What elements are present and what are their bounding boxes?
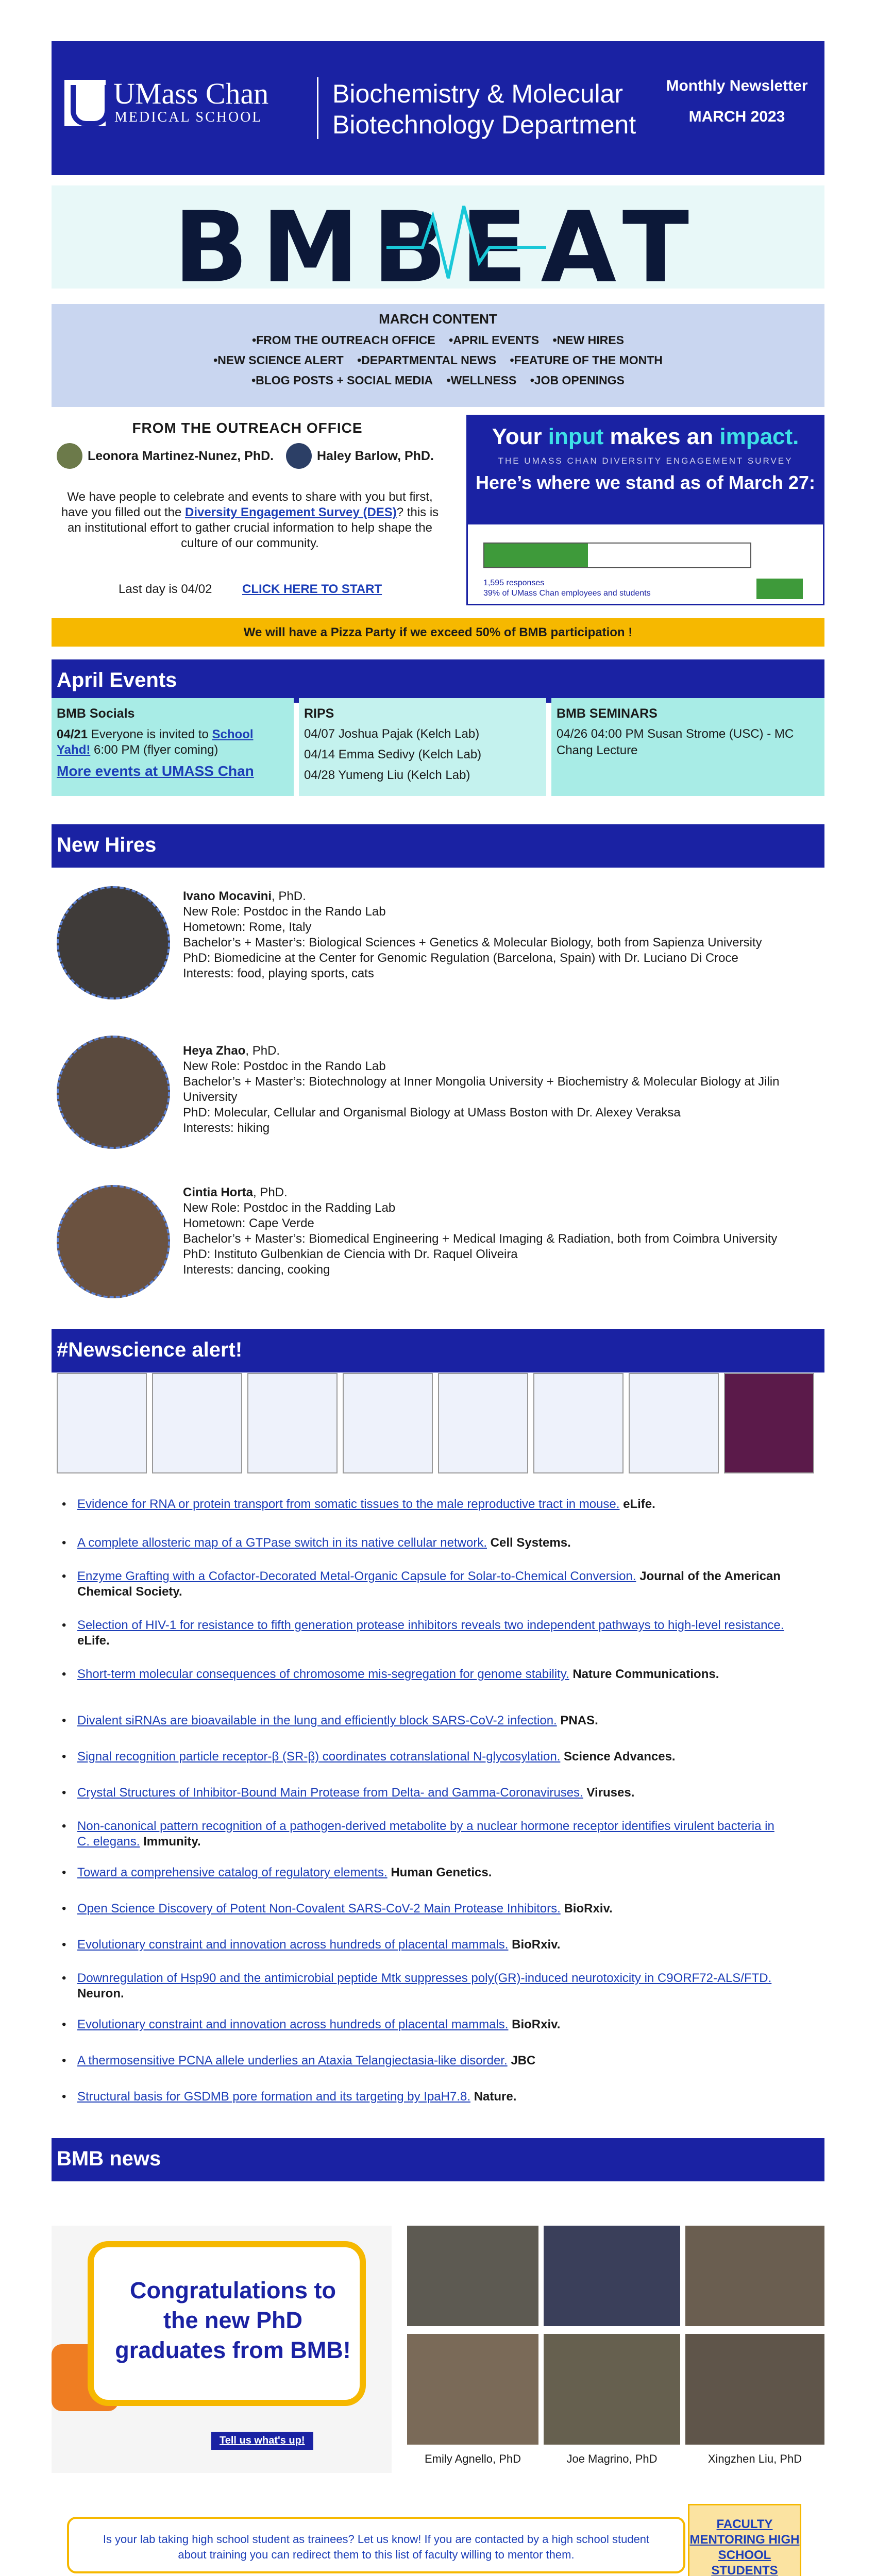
- contents-item[interactable]: •NEW HIRES: [552, 333, 624, 347]
- graduate-photo: [685, 2334, 824, 2445]
- news-item[interactable]: • A thermosensitive PCNA allele underlies an Ataxia Telangiectasia-like disorder. JBC: [77, 2053, 788, 2069]
- dei-stand: Here’s where we stand as of March 27:: [476, 472, 815, 493]
- graduate-caption: Joe Magrino, PhD: [566, 2452, 658, 2465]
- news-item[interactable]: • A complete allosteric map of a GTPase switch in its native cellular network. Cell Systems.: [77, 1535, 788, 1551]
- news-item[interactable]: • Enzyme Grafting with a Cofactor-Decorated Metal-Organic Capsule for Solar-to-Chemical Conversion. Journal of the American Chemical Society.: [77, 1569, 788, 1600]
- last-day-text: Last day is 04/02: [119, 582, 212, 596]
- dei-progress-fill: [484, 544, 588, 567]
- rips-title: RIPS: [304, 706, 334, 721]
- rips-item: 04/07 Joshua Pajak (Kelch Lab): [304, 727, 480, 741]
- news-item[interactable]: • Crystal Structures of Inhibitor-Bound Main Protease from Delta- and Gamma-Coronaviruses. Viruses.: [77, 1785, 788, 1801]
- news-item[interactable]: • Toward a comprehensive catalog of regulatory elements. Human Genetics.: [77, 1865, 788, 1880]
- dei-title: Your input makes an impact.: [492, 424, 799, 449]
- news-item[interactable]: • Non-canonical pattern recognition of a pathogen-derived metabolite by a nuclear hormone receptor identifies virulent bacteria in C. elegans. Immunity.: [77, 1819, 788, 1850]
- event-photo: [685, 2226, 824, 2326]
- dei-progress-bar: [483, 543, 751, 568]
- outreach-text: We have people to celebrate and events to share with you but first, have you filled out the: [61, 490, 433, 519]
- outreach-title: FROM THE OUTREACH OFFICE: [132, 420, 363, 436]
- section-april-events: April Events: [52, 659, 824, 703]
- bmb-socials-column: [52, 698, 294, 796]
- socials-event: 04/21 Everyone is invited to School Yahd! 6:00 PM (flyer coming): [57, 727, 254, 757]
- news-item[interactable]: • Signal recognition particle receptor-β (SR-β) coordinates cotranslational N-glycosylation. Science Advances.: [77, 1749, 788, 1765]
- newsletter-date: MARCH 2023: [688, 108, 785, 125]
- section-new-hires: New Hires: [52, 824, 824, 868]
- hire-photo: [57, 886, 170, 999]
- more-events-link[interactable]: More events at UMASS Chan: [57, 763, 254, 779]
- graduate-caption: Emily Agnello, PhD: [424, 2452, 521, 2465]
- graduate-caption: Xingzhen Liu, PhD: [707, 2452, 802, 2465]
- event-photo: [407, 2226, 538, 2326]
- school-yahd-link[interactable]: School Yahd!: [57, 727, 254, 757]
- dei-percent: 39% of UMass Chan employees and students: [483, 589, 651, 598]
- phd-congrats-panel: [52, 2226, 392, 2473]
- dei-subtitle: THE UMASS CHAN DIVERSITY ENGAGEMENT SURVEY: [498, 456, 793, 466]
- outreach-person: [286, 443, 434, 469]
- faculty-mentoring-button[interactable]: FACULTY MENTORING HIGH SCHOOL STUDENTS: [688, 2504, 801, 2576]
- paper-thumbnail[interactable]: [343, 1373, 433, 1473]
- newsletter-label: Monthly Newsletter: [666, 77, 808, 94]
- news-item[interactable]: • Open Science Discovery of Potent Non-Covalent SARS-CoV-2 Main Protease Inhibitors. BioRxiv.: [77, 1901, 788, 1917]
- pizza-party-banner: We will have a Pizza Party if we exceed 50% of BMB participation !: [52, 618, 824, 647]
- outreach-text: ? this is an institutional effort to gather crucial information to help shape the culture of our community.: [68, 505, 439, 550]
- contents-item[interactable]: •WELLNESS: [446, 374, 517, 387]
- paper-thumbnail[interactable]: [247, 1373, 338, 1473]
- hire-entry: Cintia Horta, PhD. New Role: Postdoc in the Radding Lab Hometown: Cape Verde Bachelor’s + Master’s: Biomedical Engineering + Medical Imaging & Radiation, both from Coimbra University PhD: Instituto Gulbenkian de Ciencia with Dr. Raquel Oliveira Interests: dancing, cooking: [183, 1185, 778, 1277]
- rips-column: [299, 698, 546, 796]
- section-bmb-news: BMB news: [52, 2138, 824, 2181]
- dei-responses: 1,595 responses: [483, 579, 545, 587]
- newsletter-header: [52, 41, 824, 175]
- outreach-body: [57, 489, 443, 551]
- umass-logo-icon: [64, 80, 106, 126]
- contents-item[interactable]: •DEPARTMENTAL NEWS: [357, 353, 497, 367]
- congrats-text: Congratulations to the new PhD graduates from BMB!: [115, 2277, 351, 2363]
- paper-thumbnail[interactable]: [152, 1373, 242, 1473]
- contents-item[interactable]: •FEATURE OF THE MONTH: [510, 353, 663, 367]
- dei-survey-panel[interactable]: [466, 415, 824, 605]
- news-item[interactable]: • Evolutionary constraint and innovation across hundreds of placental mammals. BioRxiv.: [77, 1937, 788, 1953]
- news-item[interactable]: • Downregulation of Hsp90 and the antimicrobial peptide Mtk suppresses poly(GR)-induced neurotoxicity in C9ORF72-ALS/FTD. Neuron.: [77, 1971, 788, 2002]
- hire-entry: Ivano Mocavini, PhD. New Role: Postdoc in the Rando Lab Hometown: Rome, Italy Bachelor’s + Master’s: Biological Sciences + Genetics & Molecular Biology, both from Sapienza University PhD: Biomedicine at the Center for Genomic Regulation (Barcelona, Spain) with Dr. Luciano Di Croce Interests: food, playing sports, cats: [183, 889, 762, 980]
- news-item[interactable]: • Evolutionary constraint and innovation across hundreds of placental mammals. BioRxiv.: [77, 2017, 788, 2032]
- contents-item[interactable]: •FROM THE OUTREACH OFFICE: [252, 333, 435, 347]
- graduate-photo: [544, 2334, 680, 2445]
- paper-thumbnail[interactable]: [629, 1373, 719, 1473]
- person-name: Haley Barlow, PhD.: [317, 448, 434, 463]
- contents-title: MARCH CONTENT: [379, 311, 497, 327]
- news-item[interactable]: • Structural basis for GSDMB pore formation and its targeting by IpaH7.8. Nature.: [77, 2089, 788, 2105]
- section-newscience: #Newscience alert!: [52, 1329, 824, 1372]
- person-name: Leonora Martinez-Nunez, PhD.: [88, 448, 274, 463]
- rips-item: 04/14 Emma Sedivy (Kelch Lab): [304, 748, 482, 761]
- divider: [317, 77, 318, 139]
- dei-progress-card: [466, 523, 824, 605]
- paper-thumbnail[interactable]: [724, 1373, 814, 1473]
- start-survey-link[interactable]: CLICK HERE TO START: [242, 582, 382, 596]
- avatar: [286, 443, 312, 469]
- banner-title: BMBEAT: [173, 191, 703, 289]
- department-name: Biochemistry & Molecular Biotechnology Department: [332, 79, 636, 139]
- seminars-title: BMB SEMINARS: [557, 706, 658, 721]
- contents-item[interactable]: •NEW SCIENCE ALERT: [213, 353, 344, 367]
- avatar: [57, 443, 82, 469]
- paper-thumbnail[interactable]: [533, 1373, 624, 1473]
- heartbeat-line-icon: [52, 185, 824, 289]
- paper-thumbnail[interactable]: [438, 1373, 528, 1473]
- outreach-person: [57, 443, 274, 469]
- mentor-notice: Is your lab taking high school student as trainees? Let us know! If you are contacted by a high school student about training you can redirect them to this list of faculty willing to mentor them.: [67, 2517, 685, 2573]
- rips-item: 04/28 Yumeng Liu (Kelch Lab): [304, 768, 470, 782]
- contents-item[interactable]: •JOB OPENINGS: [530, 374, 625, 387]
- hire-photo: [57, 1036, 170, 1149]
- hire-entry: Heya Zhao, PhD. New Role: Postdoc in the Rando Lab Bachelor’s + Master’s: Biotechnology at Inner Mongolia University + Biochemistry & Molecular Biology at Jilin University PhD: Molecular, Cellular and Organismal Biology at UMass Boston with Dr. Alexey Veraksa Interests: hiking: [183, 1044, 780, 1135]
- contents-item[interactable]: •APRIL EVENTS: [449, 333, 540, 347]
- paper-thumbnail[interactable]: [57, 1373, 147, 1473]
- bmbeat-banner: [52, 185, 824, 289]
- news-item[interactable]: • Short-term molecular consequences of chromosome mis-segregation for genome stability. Nature Communications.: [77, 1667, 788, 1682]
- speech-bubble: [88, 2241, 366, 2406]
- dei-logo-icon: [756, 579, 803, 599]
- news-item[interactable]: • Evidence for RNA or protein transport from somatic tissues to the male reproductive tract in mouse. eLife.: [77, 1497, 788, 1512]
- logo-subtext: MEDICAL SCHOOL: [114, 109, 263, 125]
- news-item[interactable]: • Divalent siRNAs are bioavailable in the lung and efficiently block SARS-CoV-2 infection. PNAS.: [77, 1713, 788, 1728]
- des-survey-link[interactable]: Diversity Engagement Survey (DES): [184, 505, 397, 519]
- contents-item[interactable]: •BLOG POSTS + SOCIAL MEDIA: [251, 374, 433, 387]
- seminars-column: [551, 698, 824, 796]
- event-photo: [544, 2226, 680, 2326]
- table-of-contents: [52, 304, 824, 407]
- socials-title: BMB Socials: [57, 706, 135, 721]
- news-item[interactable]: • Selection of HIV-1 for resistance to fifth generation protease inhibitors reveals two independent pathways to high-level resistance. eLife.: [77, 1618, 788, 1649]
- graduate-photo: [407, 2334, 538, 2445]
- logo-text: UMass Chan: [113, 77, 269, 110]
- seminar-item: 04/26 04:00 PM Susan Strome (USC) - MC Chang Lecture: [557, 727, 794, 757]
- hire-photo: [57, 1185, 170, 1298]
- tell-us-button[interactable]: Tell us what's up!: [211, 2432, 313, 2450]
